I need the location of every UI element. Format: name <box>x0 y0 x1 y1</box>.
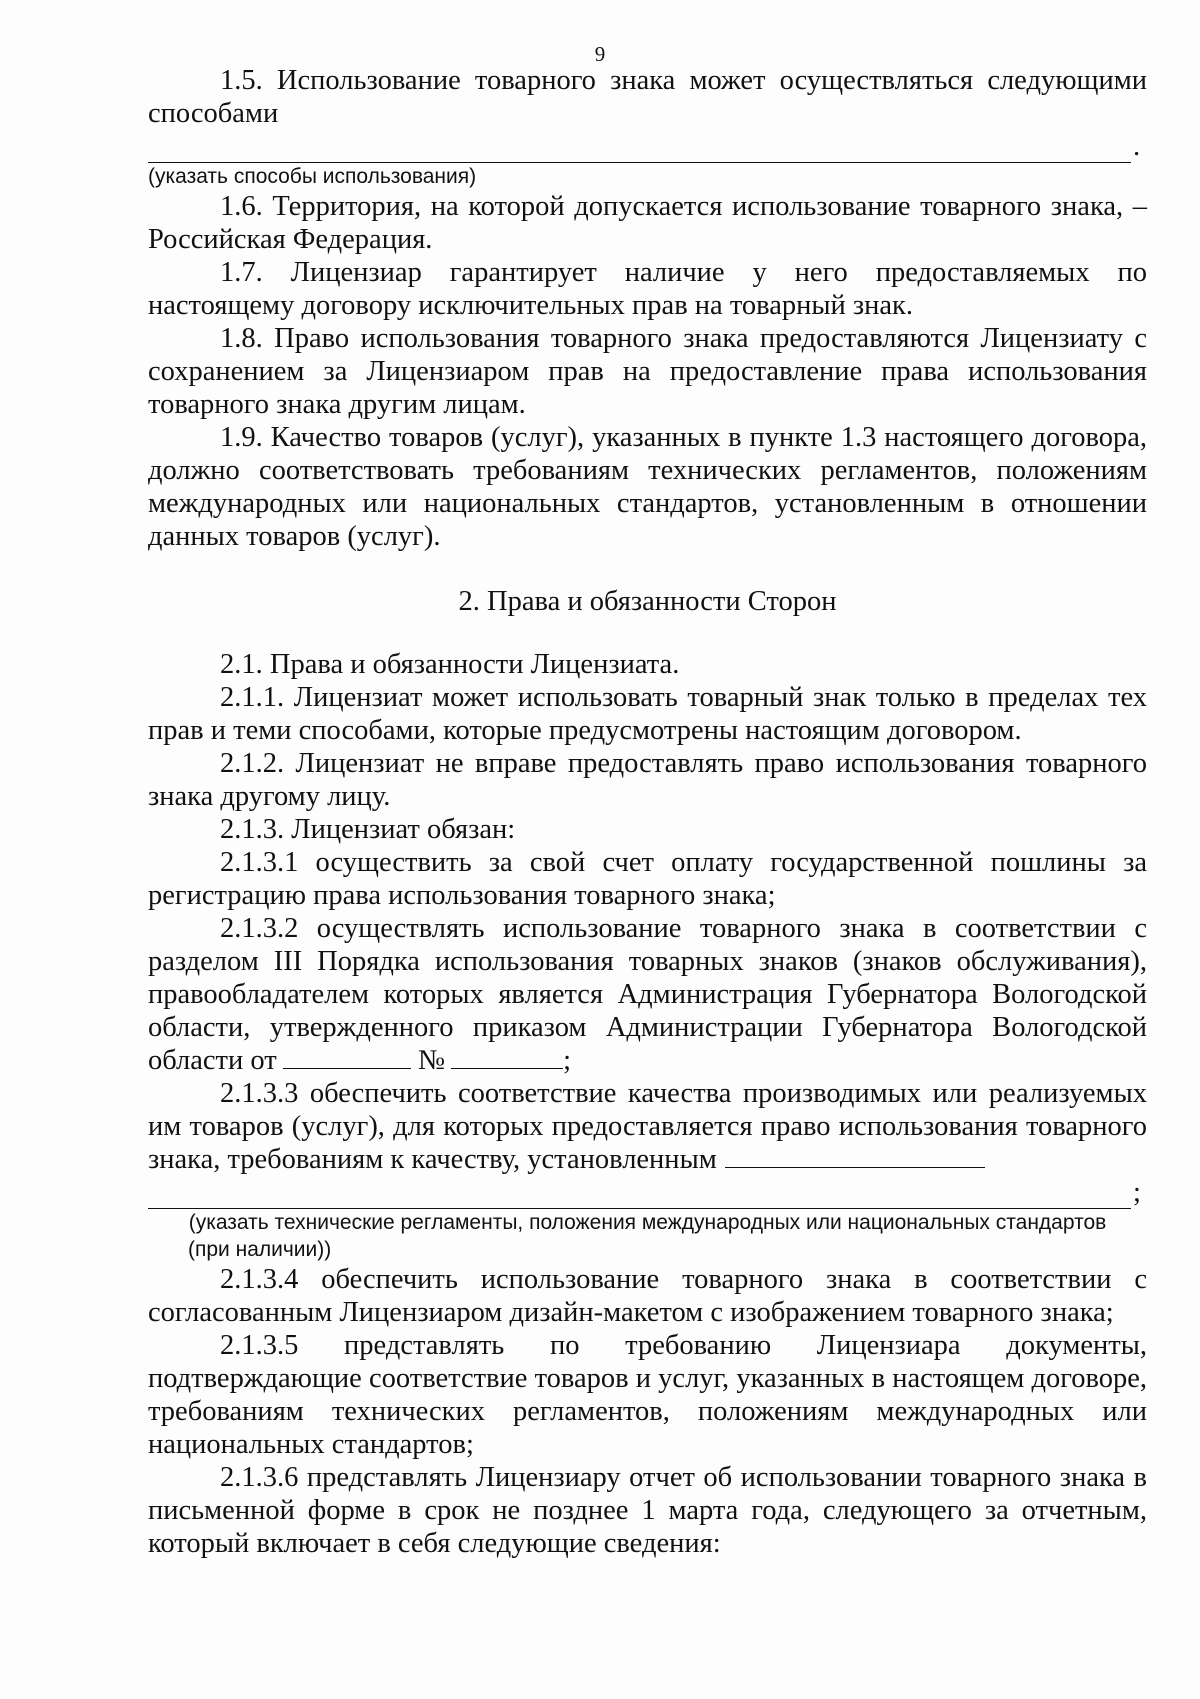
fill-in-line-standards <box>148 1176 1147 1209</box>
caption-standards: (указать технические регламенты, положения международных или национальных стандартов (при наличии)) <box>188 1211 1107 1261</box>
blank-standards-start <box>725 1143 985 1168</box>
clause-1-9: 1.9. Качество товаров (услуг), указанных в пункте 1.3 настоящего договора, должно соответствовать требованиям технических регламентов, положениям международных или национальных стандартов, установленным в отношении данных товаров (услуг). <box>148 422 1147 552</box>
underline-blank <box>148 1182 1131 1209</box>
clause-2-1: 2.1. Права и обязанности Лицензиата. <box>220 649 680 680</box>
page-number: 9 <box>594 42 606 66</box>
clause-2-1-3-5: 2.1.3.5 представлять по требованию Лицензиара документы, подтверждающие соответствие товаров и услуг, указанных в настоящем договоре, требованиям технических регламентов, положениям международных или национальных стандартов; <box>148 1330 1147 1460</box>
underline-blank <box>148 136 1131 163</box>
blank-number <box>451 1044 563 1069</box>
clause-1-8: 1.8. Право использования товарного знака предоставляются Лицензиату с сохранением за Лицензиаром прав на предоставление права использования товарного знака другим лицам. <box>148 323 1147 420</box>
fill-in-line-methods <box>148 130 1147 163</box>
clause-2-1-3-4: 2.1.3.4 обеспечить использование товарного знака в соответствии с согласованным Лицензиаром дизайн-макетом с изображением товарного знака; <box>148 1264 1147 1328</box>
clause-2-1-2: 2.1.2. Лицензиат не вправе предоставлять право использования товарного знака другому лицу. <box>148 748 1147 812</box>
clause-1-6: 1.6. Территория, на которой допускается использование товарного знака, – Российская Федерация. <box>148 191 1147 255</box>
line-end-mark: ; <box>1133 1177 1141 1208</box>
clause-1-5: 1.5. Использование товарного знака может осуществляться следующими способами <box>148 65 1147 129</box>
clause-2-1-3-3-text: 2.1.3.3 обеспечить соответствие качества производимых или реализуемых им товаров (услуг), для которых предоставляется право использования товарного знака, требованиям к качеству, установленным <box>148 1078 1147 1175</box>
blank-date <box>283 1044 411 1069</box>
clause-2-1-3-1: 2.1.3.1 осуществить за свой счет оплату государственной пошлины за регистрацию права использования товарного знака; <box>148 847 1147 911</box>
clause-2-1-3-3 <box>148 1077 1147 1176</box>
line-end-mark: . <box>1133 131 1141 162</box>
caption-methods: (указать способы использования) <box>148 165 477 188</box>
clause-2-1-3: 2.1.3. Лицензиат обязан: <box>220 814 516 845</box>
number-sign: № <box>417 1045 446 1076</box>
clause-1-7: 1.7. Лицензиар гарантирует наличие у него предоставляемых по настоящему договору исключительных прав на товарный знак. <box>148 257 1147 321</box>
section-heading-2: 2. Права и обязанности Сторон <box>458 586 837 617</box>
clause-2-1-3-6: 2.1.3.6 представлять Лицензиару отчет об использовании товарного знака в письменной форме в срок не позднее 1 марта года, следующего за отчетным, который включает в себя следующие сведения: <box>148 1462 1147 1559</box>
document-body <box>148 64 1147 1560</box>
clause-2-1-3-2-text: 2.1.3.2 осуществлять использование товарного знака в соответствии с разделом III Порядка использования товарных знаков (знаков обслуживания), правообладателем которых является Администрация Губернатора Вологодской области, утвержденного приказом Администрации Губернатора Вологодской области от <box>148 913 1147 1076</box>
clause-2-1-1: 2.1.1. Лицензиат может использовать товарный знак только в пределах тех прав и теми способами, которые предусмотрены настоящим договором. <box>148 682 1147 746</box>
clause-end-mark: ; <box>563 1045 571 1076</box>
clause-2-1-3-2 <box>148 912 1147 1077</box>
